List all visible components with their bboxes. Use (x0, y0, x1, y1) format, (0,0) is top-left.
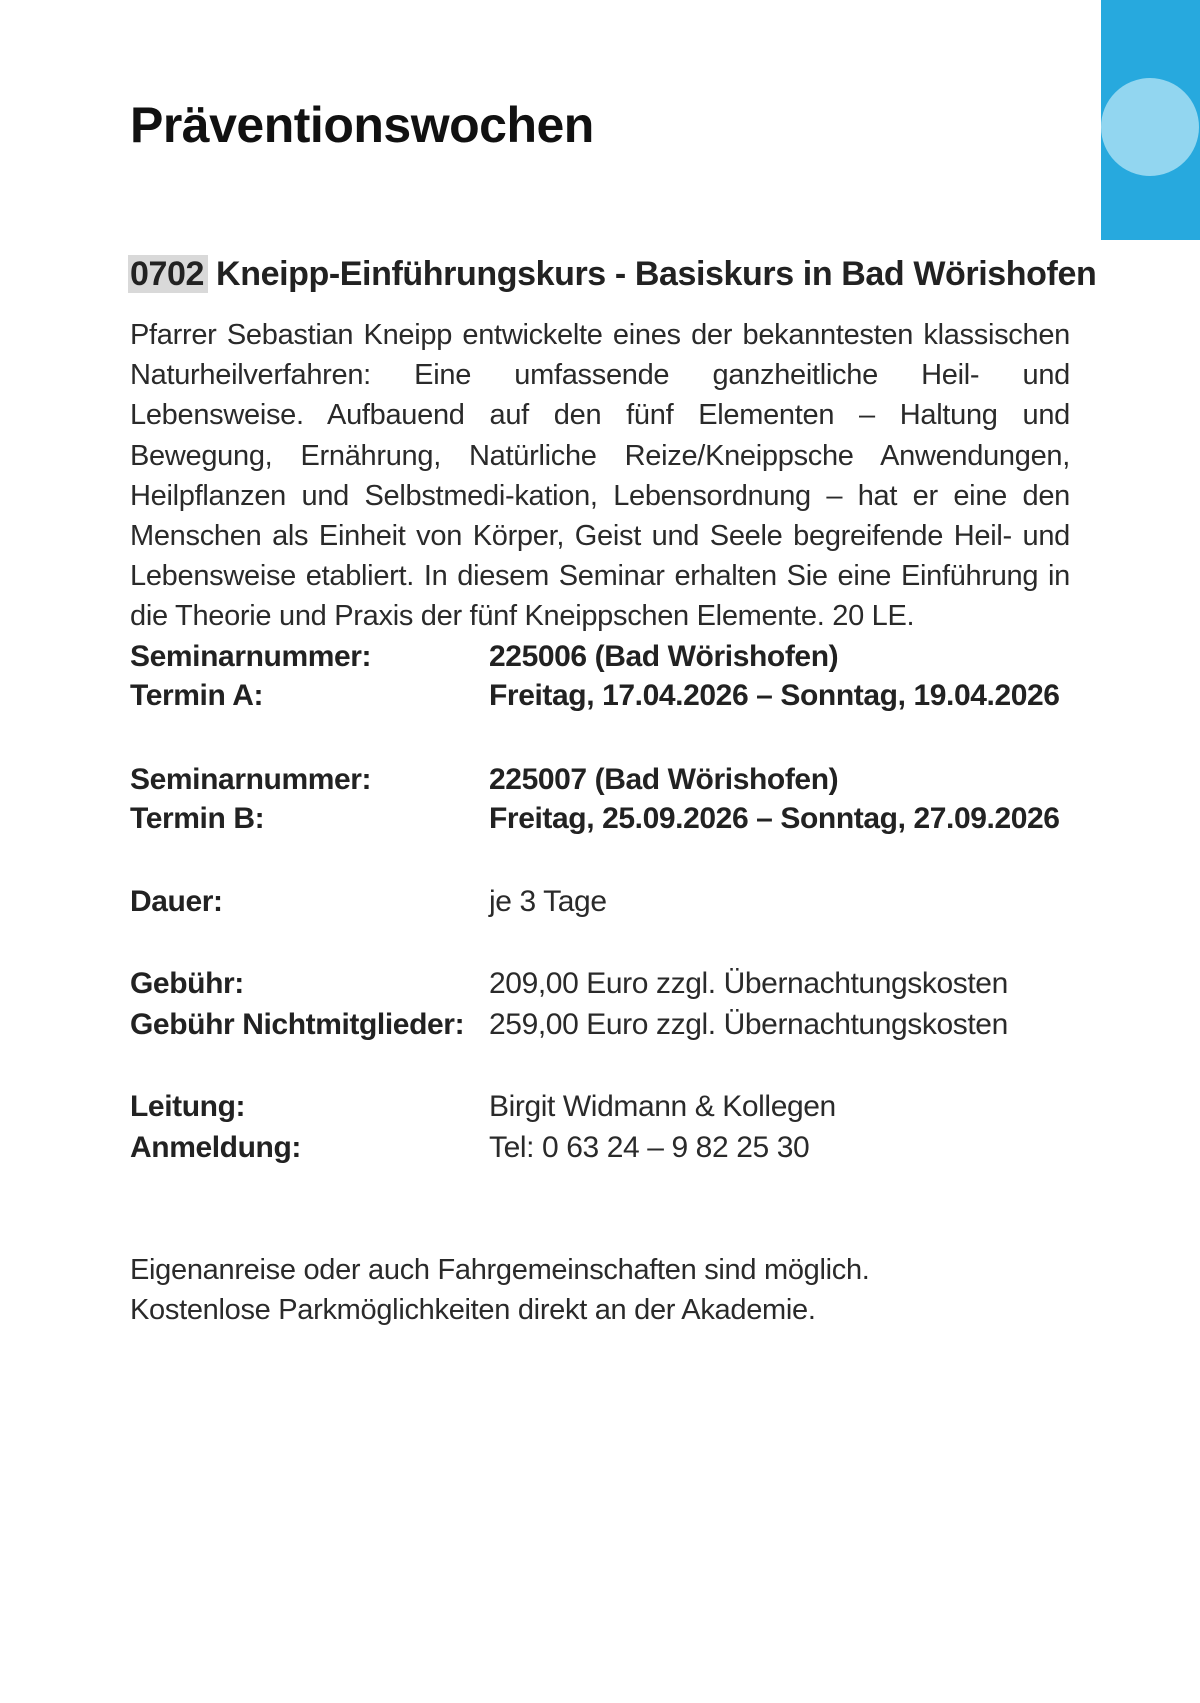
detail-label: Termin B: (130, 802, 265, 835)
closing-line-parking: Kostenlose Parkmöglichkeiten direkt an der Akademie. (130, 1294, 816, 1326)
decorative-circle (1101, 78, 1199, 176)
detail-label: Seminarnummer: (130, 640, 372, 673)
detail-value: 259,00 Euro zzgl. Übernachtungskosten (489, 1008, 1008, 1041)
detail-value: Freitag, 25.09.2026 – Sonntag, 27.09.2026 (489, 802, 1060, 835)
detail-label: Leitung: (130, 1090, 246, 1123)
detail-value: Birgit Widmann & Kollegen (489, 1090, 836, 1123)
detail-value: 225007 (Bad Wörishofen) (489, 763, 839, 796)
course-number: 0702 (128, 255, 208, 293)
detail-value: Freitag, 17.04.2026 – Sonntag, 19.04.2026 (489, 679, 1060, 712)
detail-value: je 3 Tage (489, 885, 607, 918)
detail-label: Termin A: (130, 679, 264, 712)
detail-value: Tel: 0 63 24 – 9 82 25 30 (489, 1131, 810, 1164)
course-heading (130, 255, 1097, 294)
course-description: Pfarrer Sebastian Kneipp entwickelte eines der bekanntesten klassischen Naturheilverfahren: Eine umfassende ganzheitliche Heil- und Lebensweise. Aufbauend auf den fünf Elementen – Haltung und Bewegung, Ernährung, Natürliche Reize/Kneippsche Anwendungen, Heilpflanzen und Selbstmedi-kation, Lebensordnung – hat er eine den Menschen als Einheit von Körper, Geist und Seele begreifende Heil- und Lebensweise etabliert. In diesem Seminar erhalten Sie eine Einführung in die Theorie und Praxis der fünf Kneippschen Elemente. 20 LE. (130, 319, 1070, 633)
detail-label: Gebühr: (130, 967, 244, 1000)
closing-notes (130, 1250, 1070, 1330)
course-title: Kneipp-Einführungskurs - Basiskurs in Bad Wörishofen (216, 255, 1097, 293)
page-title: Präventionswochen (130, 97, 594, 153)
detail-label: Seminarnummer: (130, 763, 372, 796)
detail-label: Anmeldung: (130, 1131, 301, 1164)
detail-value: 225006 (Bad Wörishofen) (489, 640, 839, 673)
detail-label: Dauer: (130, 885, 223, 918)
section-color-tab (1101, 0, 1200, 240)
detail-label: Gebühr Nichtmitglieder: (130, 1008, 465, 1041)
detail-value: 209,00 Euro zzgl. Übernachtungskosten (489, 967, 1008, 1000)
closing-line-travel: Eigenanreise oder auch Fahrgemeinschaften sind möglich. (130, 1254, 870, 1286)
